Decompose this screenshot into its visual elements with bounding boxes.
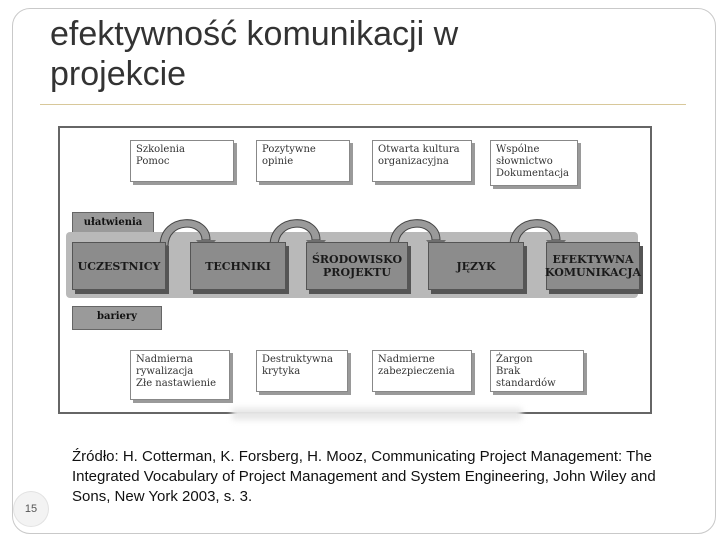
barrier-box-4: Żargon Brak standardów: [490, 350, 584, 392]
source-citation: Źródło: H. Cotterman, K. Forsberg, H. Mooz, Communicating Project Management: The Integrated Vocabulary of Project Management and System Engineering, John Wiley and Sons, New York 2003, s. 3.: [72, 448, 656, 505]
title-underline: [40, 104, 686, 105]
slide-title: efektywność komunikacji w projekcie: [50, 15, 459, 93]
facilitators-label: ułatwienia: [72, 212, 154, 236]
facilitator-box-1: Szkolenia Pomoc: [130, 140, 234, 182]
flow-language: JĘZYK: [428, 242, 524, 290]
flow-participants: UCZESTNICY: [72, 242, 166, 290]
barrier-box-1: Nadmierna rywalizacja Złe nastawienie: [130, 350, 230, 400]
facilitator-box-2: Pozytywne opinie: [256, 140, 350, 182]
barrier-box-3: Nadmierne zabezpieczenia: [372, 350, 472, 392]
flow-effective-communication: EFEKTYWNA KOMUNIKACJA: [546, 242, 640, 290]
flow-project-environment: ŚRODOWISKO PROJEKTU: [306, 242, 408, 290]
diagram-figure: [58, 126, 652, 414]
barrier-box-2: Destruktywna krytyka: [256, 350, 348, 392]
facilitator-box-3: Otwarta kultura organizacyjna: [372, 140, 472, 182]
barriers-label: bariery: [72, 306, 162, 330]
flow-techniques: TECHNIKI: [190, 242, 286, 290]
figure-reflection: [232, 408, 522, 420]
page-number: 15: [14, 492, 48, 526]
facilitator-box-4: Wspólne słownictwo Dokumentacja: [490, 140, 578, 186]
